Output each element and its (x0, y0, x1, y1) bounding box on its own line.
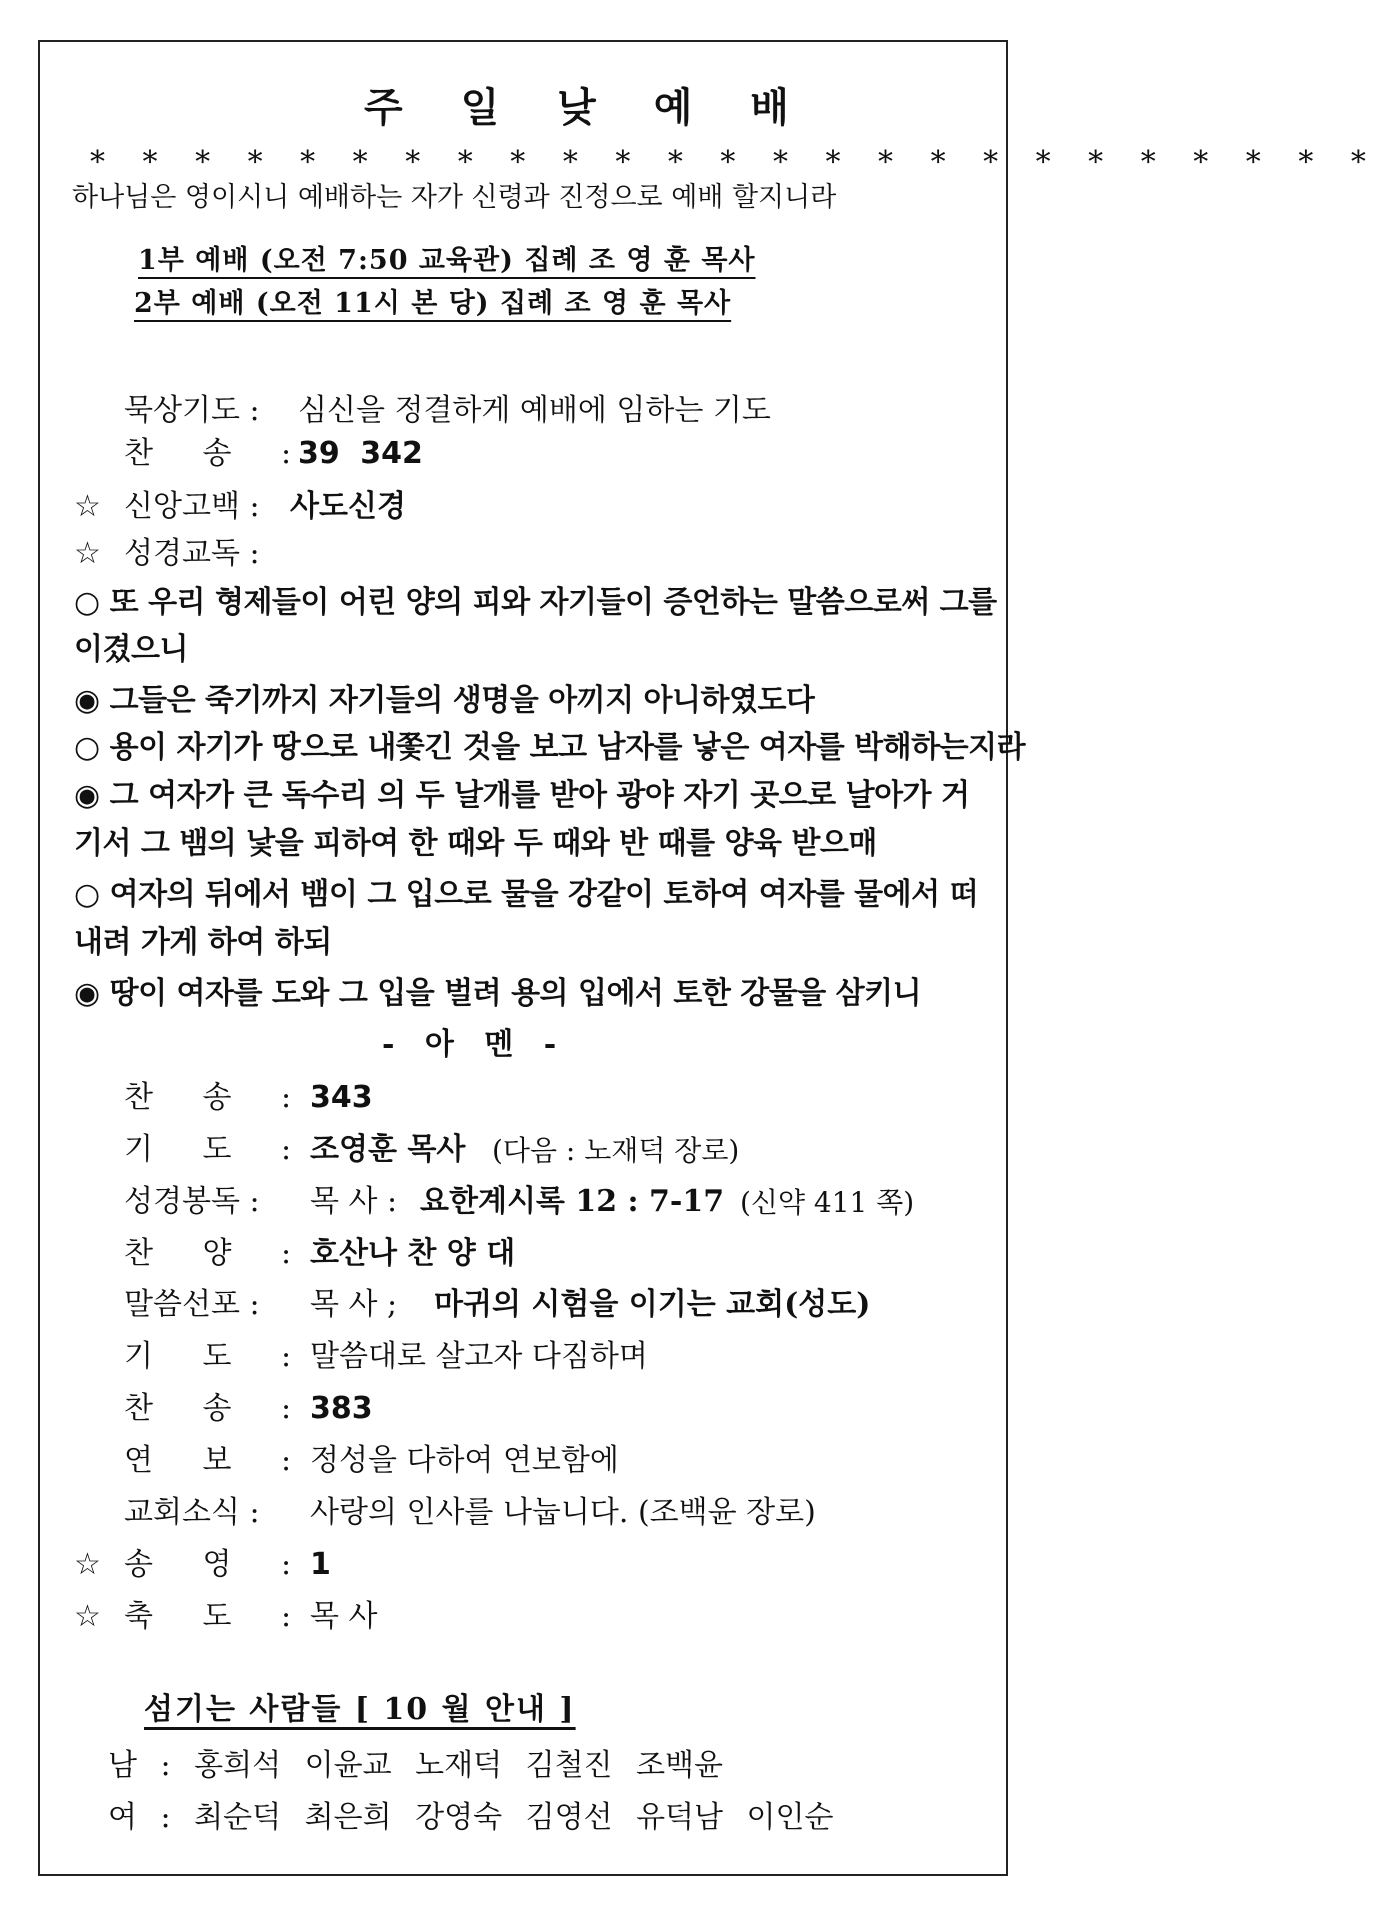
reading-text: 그 여자가 큰 독수리 의 두 날개를 받아 광야 자기 곳으로 날아가 거 (109, 778, 970, 813)
prayer-value: 조영훈 목사 (310, 1132, 466, 1167)
hymn3-value: 383 (310, 1391, 373, 1426)
sermon-title: 마귀의 시험을 이기는 교회(성도) (434, 1287, 871, 1322)
doxology-star-icon: ☆ (74, 1547, 101, 1582)
leader-mark-icon: ○ (74, 585, 100, 620)
news-value: 사랑의 인사를 나눕니다. (조백윤 장로) (310, 1495, 816, 1530)
scripture-value: 요한계시록 12 : 7-17 (420, 1184, 725, 1219)
prayer2-label: 기 도 : (124, 1339, 292, 1374)
reading-label: 성경교독 : (124, 536, 260, 571)
reading-line-1-cont: 이겼으니 (74, 632, 188, 667)
prayer-label: 기 도 : (124, 1132, 292, 1167)
congregation-mark-icon: ◉ (74, 683, 100, 718)
star-divider: * * * * * * * * * * * * * * * * * * * * * * * * * (90, 145, 1380, 180)
choir-label: 찬 양 : (124, 1236, 292, 1271)
hymn2-label: 찬 송 : (124, 1080, 292, 1115)
reading-line-4 (74, 778, 970, 813)
reading-line-3 (74, 730, 1026, 765)
reading-line-5 (74, 877, 979, 912)
creed-value: 사도신경 (290, 489, 406, 524)
hymn1-value: 39 342 (298, 436, 423, 471)
news-label: 교회소식 : (124, 1495, 260, 1530)
reading-line-1 (74, 585, 997, 620)
reading-line-6 (74, 976, 922, 1011)
benediction-star-icon: ☆ (74, 1599, 101, 1634)
servers-title: 섬기는 사람들 [ 10 월 안내 ] (144, 1692, 576, 1727)
creed-star-icon: ☆ (74, 489, 101, 524)
scripture-note: (신약 411 쪽) (740, 1186, 915, 1219)
reading-text: 용이 자기가 땅으로 내쫓긴 것을 보고 남자를 낳은 여자를 박해하는지라 (109, 730, 1026, 765)
reading-line-4-cont: 기서 그 뱀의 낯을 피하여 한 때와 두 때와 반 때를 양육 받으매 (74, 826, 877, 861)
doxology-label: 송 영 : (124, 1547, 292, 1582)
reading-line-5-cont: 내려 가게 하여 하되 (74, 925, 332, 960)
reading-star-icon: ☆ (74, 536, 101, 571)
reading-text: 여자의 뒤에서 뱀이 그 입으로 물을 강같이 토하여 여자를 물에서 떠 (109, 877, 979, 912)
creed-label: 신앙고백 : (124, 489, 260, 524)
offering-label: 연 보 : (124, 1443, 292, 1478)
hymn1-label: 찬 송 : (124, 436, 292, 471)
prayer2-value: 말씀대로 살고자 다짐하며 (310, 1339, 648, 1374)
doxology-value: 1 (310, 1547, 331, 1582)
servers-men (108, 1748, 724, 1783)
amen: - 아 멘 - (382, 1027, 567, 1062)
benediction-value: 목 사 (310, 1599, 378, 1634)
offering-value: 정성을 다하여 연보함에 (310, 1443, 619, 1478)
motto: 하나님은 영이시니 예배하는 자가 신령과 진정으로 예배 할지니라 (72, 182, 837, 213)
leader-mark-icon: ○ (74, 877, 100, 912)
servers-men-label: 남 : (108, 1748, 171, 1783)
scripture-label: 성경봉독 : (124, 1184, 260, 1219)
page-title: 주 일 낮 예 배 (364, 84, 811, 131)
hymn3-label: 찬 송 : (124, 1391, 292, 1426)
reading-text: 땅이 여자를 도와 그 입을 벌려 용의 입에서 토한 강물을 삼키니 (109, 976, 922, 1011)
leader-mark-icon: ○ (74, 730, 100, 765)
servers-women (108, 1800, 834, 1835)
reading-text: 그들은 죽기까지 자기들의 생명을 아끼지 아니하였도다 (109, 683, 815, 718)
reading-line-2 (74, 683, 815, 718)
prayer-note: (다음 : 노재덕 장로) (492, 1134, 740, 1167)
silent-prayer-value: 심신을 정결하게 예배에 임하는 기도 (298, 393, 771, 428)
reading-text: 또 우리 형제들이 어린 양의 피와 자기들이 증언하는 말씀으로써 그를 (109, 585, 997, 620)
service-2: 2부 예배 (오전 11시 본 당) 집례 조 영 훈 목사 (134, 288, 732, 319)
hymn2-value: 343 (310, 1080, 373, 1115)
sermon-label: 말씀선포 : (124, 1287, 260, 1322)
servers-women-label: 여 : (108, 1800, 171, 1835)
sermon-role: 목 사 ; (310, 1287, 398, 1322)
servers-men-names: 홍희석 이윤교 노재덕 김철진 조백윤 (194, 1748, 724, 1783)
congregation-mark-icon: ◉ (74, 778, 100, 813)
congregation-mark-icon: ◉ (74, 976, 100, 1011)
benediction-label: 축 도 : (124, 1599, 292, 1634)
choir-value: 호산나 찬 양 대 (310, 1236, 516, 1271)
servers-women-names: 최순덕 최은희 강영숙 김영선 유덕남 이인순 (194, 1800, 834, 1835)
service-1: 1부 예배 (오전 7:50 교육관) 집례 조 영 훈 목사 (138, 245, 756, 276)
scripture-role: 목 사 : (310, 1184, 398, 1219)
silent-prayer-label: 묵상기도 : (124, 393, 260, 428)
